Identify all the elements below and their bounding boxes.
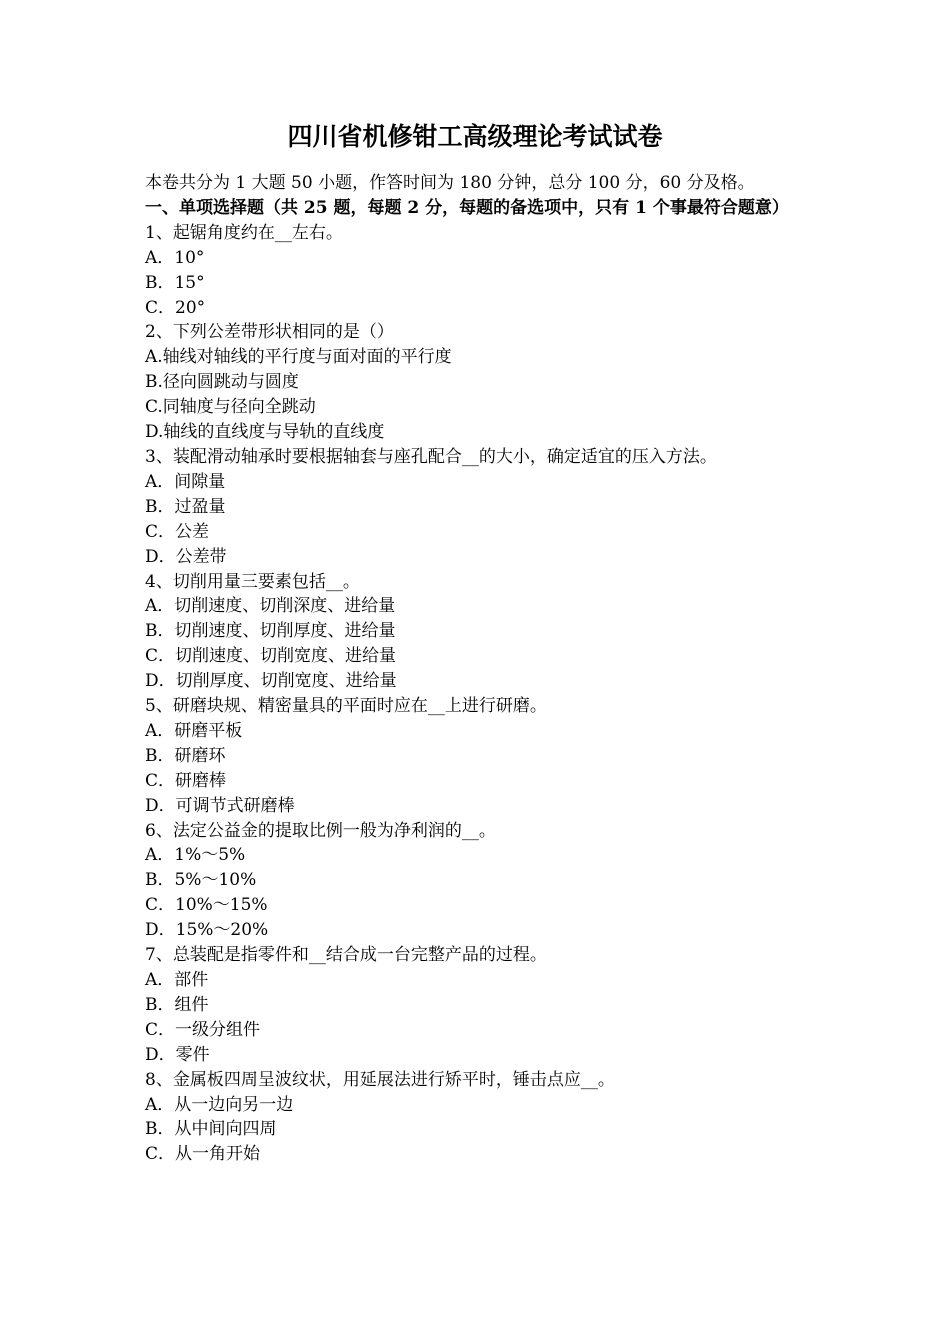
option-a: A．部件 <box>145 970 209 990</box>
option-d: D．可调节式研磨棒 <box>145 795 295 816</box>
question-stem: 5、研磨块规、精密量具的平面时应在__上进行研磨。 <box>145 696 547 717</box>
option-a: A．切削速度、切削深度、进给量 <box>145 596 396 617</box>
page-title: 四川省机修钳工高级理论考试试卷 <box>287 122 663 151</box>
question-1 <box>145 221 815 321</box>
question-3 <box>145 445 815 570</box>
question-stem: 2、下列公差带形状相同的是（） <box>145 322 394 343</box>
option-b: B．从中间向四周 <box>145 1119 277 1140</box>
option-d: D．切削厚度、切削宽度、进给量 <box>145 671 397 692</box>
question-5 <box>145 694 815 819</box>
option-c: C．切削速度、切削宽度、进给量 <box>145 646 397 667</box>
question-stem: 3、装配滑动轴承时要根据轴套与座孔配合__的大小，确定适宜的压入方法。 <box>145 446 717 467</box>
option-b: B．5%～10% <box>145 870 257 891</box>
option-b: B．组件 <box>145 994 209 1015</box>
option-d: D.轴线的直线度与导轨的直线度 <box>145 422 385 443</box>
question-stem: 4、切削用量三要素包括__。 <box>145 571 360 592</box>
option-b: B．研磨环 <box>145 745 226 766</box>
option-c: C．从一角开始 <box>145 1144 261 1165</box>
question-7 <box>145 943 815 1068</box>
question-stem: 7、总装配是指零件和__结合成一台完整产品的过程。 <box>145 945 547 966</box>
option-b: B．切削速度、切削厚度、进给量 <box>145 621 396 642</box>
question-2 <box>145 320 815 445</box>
section-heading: 一、单项选择题（共 25 题，每题 2 分，每题的备选项中，只有 1 个事最符合题意） <box>145 197 789 218</box>
option-c: C．一级分组件 <box>145 1019 261 1040</box>
option-a: A．10° <box>145 247 205 268</box>
option-a: A.轴线对轴线的平行度与面对面的平行度 <box>145 347 452 368</box>
option-b: B.径向圆跳动与圆度 <box>145 372 299 393</box>
option-d: D．15%～20% <box>145 920 269 941</box>
option-a: A．从一边向另一边 <box>145 1094 294 1115</box>
exam-intro: 本卷共分为 1 大题 50 小题，作答时间为 180 分钟，总分 100 分，60 分及格。 <box>145 173 755 193</box>
option-b: B．过盈量 <box>145 496 226 517</box>
question-6 <box>145 819 815 944</box>
question-stem: 6、法定公益金的提取比例一般为净利润的__。 <box>145 820 496 841</box>
option-d: D．公差带 <box>145 546 227 567</box>
option-c: C．10%～15% <box>145 895 268 916</box>
option-a: A．1%～5% <box>145 845 246 866</box>
question-8 <box>145 1068 815 1168</box>
option-a: A．研磨平板 <box>145 720 243 741</box>
option-c: C．20° <box>145 297 206 318</box>
question-stem: 1、起锯角度约在__左右。 <box>145 222 343 243</box>
question-4 <box>145 570 815 695</box>
option-b: B．15° <box>145 272 205 293</box>
question-stem: 8、金属板四周呈波纹状，用延展法进行矫平时，锤击点应__。 <box>145 1069 615 1090</box>
option-a: A．间隙量 <box>145 471 226 492</box>
option-c: C.同轴度与径向全跳动 <box>145 397 316 418</box>
option-c: C．公差 <box>145 521 210 542</box>
exam-content <box>145 171 815 1167</box>
option-c: C．研磨棒 <box>145 770 227 791</box>
option-d: D．零件 <box>145 1044 210 1065</box>
